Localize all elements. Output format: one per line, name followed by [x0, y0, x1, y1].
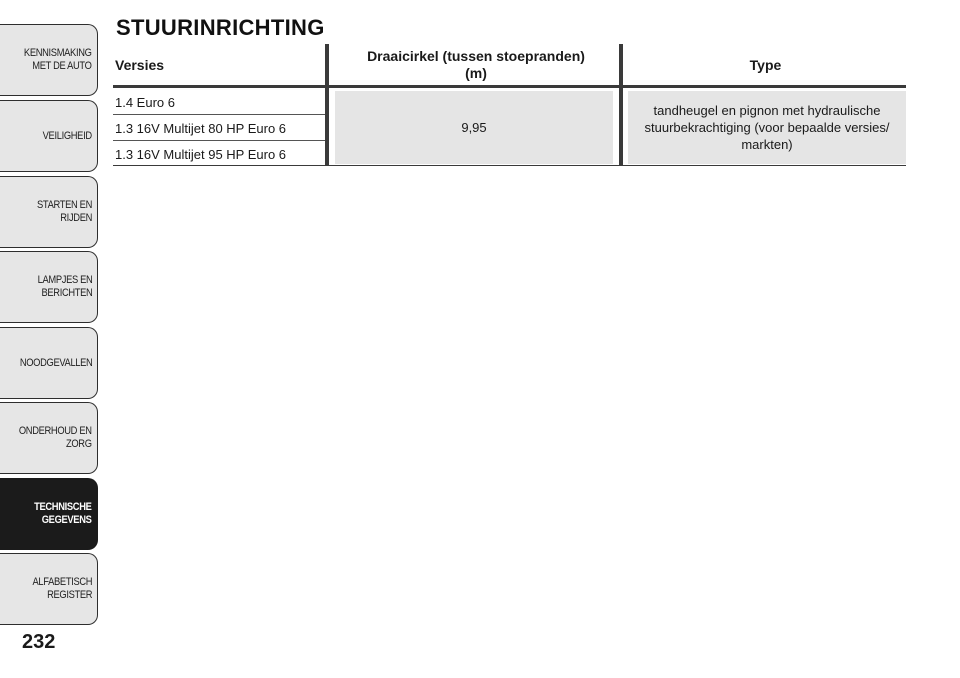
page-number: 232 [22, 631, 56, 653]
tab-label: ALFABETISCH REGISTER [32, 576, 92, 601]
page-title: STUURINRICHTING [116, 15, 325, 40]
chapter-sidebar [0, 0, 100, 678]
column-gap [613, 91, 617, 164]
tab-alfabetisch-register[interactable] [0, 553, 98, 625]
tab-kennismaking[interactable] [0, 24, 98, 96]
header-versies: Versies [115, 56, 165, 73]
tab-label: LAMPJES EN BERICHTEN [37, 274, 92, 299]
column-divider [325, 44, 329, 165]
tab-label: TECHNISCHE GEGEVENS [34, 501, 92, 526]
header-type: Type [749, 56, 782, 73]
table-header [113, 44, 906, 88]
turning-circle-value: 9,95 [335, 91, 613, 164]
tab-lampjes-en-berichten[interactable] [0, 251, 98, 323]
table-row: 1.3 16V Multijet 80 HP Euro 6 [113, 116, 325, 141]
tab-label: STARTEN EN RIJDEN [37, 199, 92, 224]
tab-onderhoud-en-zorg[interactable] [0, 402, 98, 474]
steering-type-value: tandheugel en pignon met hydraulische stuurbekrachtiging (voor bepaalde versies/ markten) [628, 91, 906, 164]
tab-label: ONDERHOUD EN ZORG [19, 425, 92, 450]
header-draaicirkel-text: Draaicirkel (tussen stoepranden) (m) [367, 47, 585, 81]
tab-veiligheid[interactable] [0, 100, 98, 172]
tab-technische-gegevens[interactable] [0, 478, 98, 550]
tab-starten-en-rijden[interactable] [0, 176, 98, 248]
table-row: 1.3 16V Multijet 95 HP Euro 6 [115, 147, 287, 162]
tab-label: KENNISMAKING MET DE AUTO [24, 47, 92, 72]
column-divider [619, 44, 623, 165]
table-row: 1.4 Euro 6 [113, 90, 325, 115]
steering-table [113, 44, 906, 166]
table-body [113, 88, 906, 166]
tab-noodgevallen[interactable] [0, 327, 98, 399]
header-draaicirkel [331, 44, 621, 85]
tab-label: VEILIGHEID [42, 129, 92, 142]
tab-label: NOODGEVALLEN [19, 356, 92, 369]
